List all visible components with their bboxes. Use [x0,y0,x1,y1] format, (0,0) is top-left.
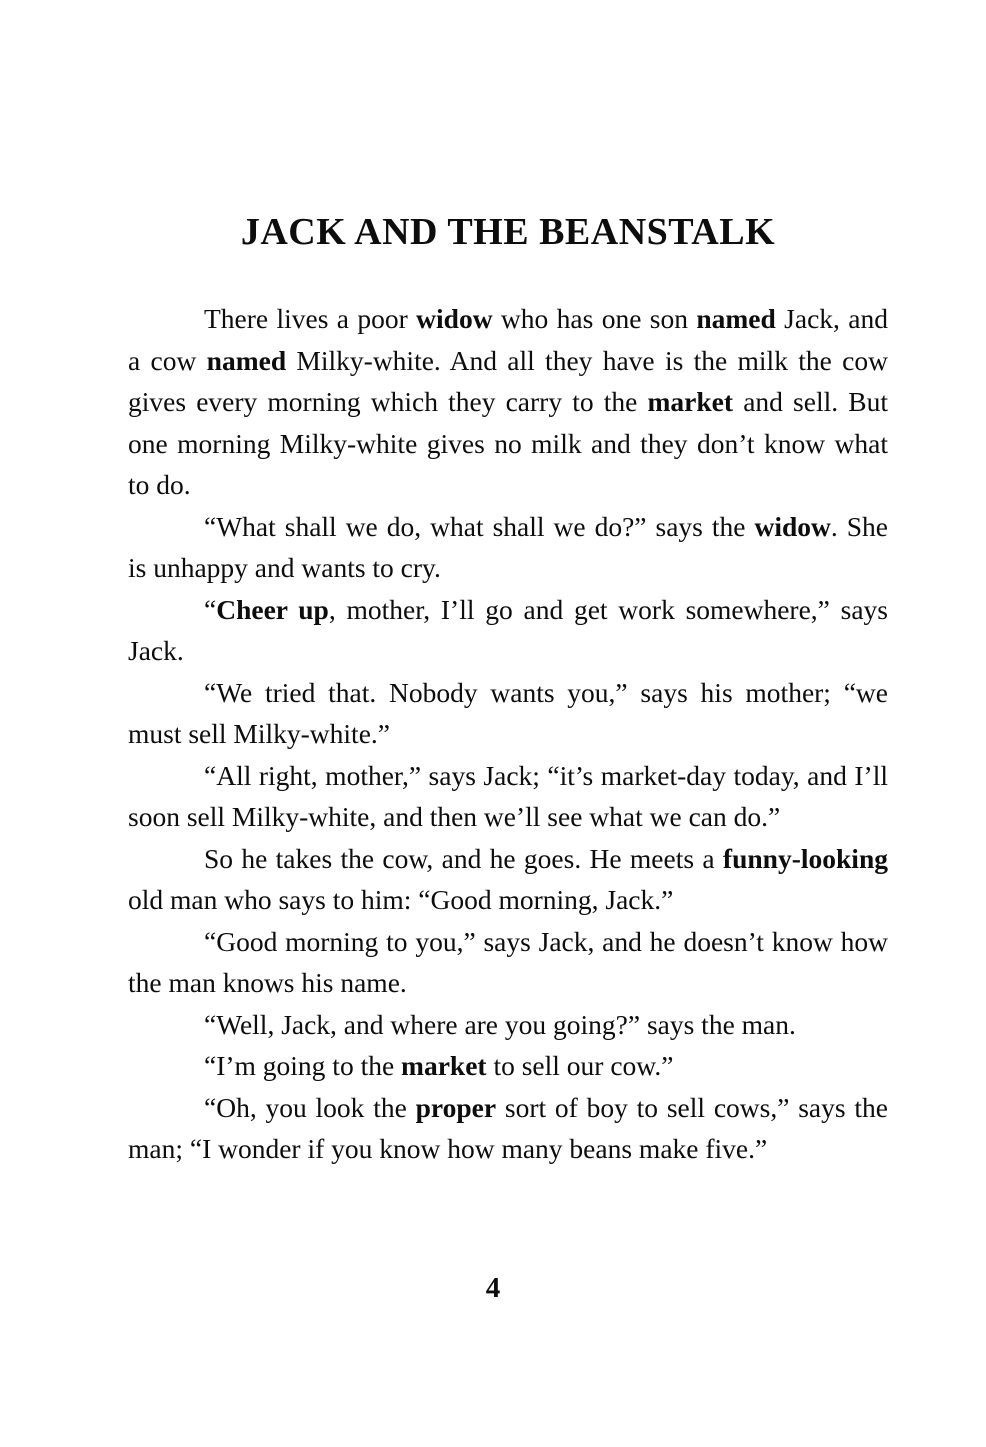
text-run: “Well, Jack, and where are you going?” says the man. [204,1008,796,1040]
text-run: who has one son [492,303,697,334]
paragraph [128,506,888,589]
paragraph [128,589,888,672]
paragraph [128,755,888,838]
text-run: So he takes the cow, and he goes. He meets a [204,842,723,874]
emphasized-text: Cheer up [216,593,329,625]
emphasized-text: widow [754,510,831,542]
text-run: “We tried that. Nobody wants you,” says his mother; “we must sell Milky-white.” [128,676,888,749]
emphasized-text: named [696,303,776,334]
page-content [128,210,888,1170]
text-run: “Good morning to you,” says Jack, and he doesn’t know how the man knows his name. [128,925,888,998]
emphasized-text: proper [415,1091,497,1123]
emphasized-text: named [206,344,287,376]
paragraph [128,1045,888,1087]
text-run: Jack, and a cow [128,303,888,376]
text-run: sort of boy to sell cows,” says the man; “I wonder if you know how many beans make five.” [128,1091,888,1164]
text-run: to sell our cow.” [486,1050,674,1081]
text-run: “I’m going to the [204,1050,402,1081]
emphasized-text: market [401,1050,487,1081]
paragraph [128,838,888,921]
story-body [128,298,888,1170]
paragraph [128,672,888,755]
text-run: . She is unhappy and wants to cry. [128,510,888,583]
emphasized-text: market [647,386,734,417]
text-run: “Oh, you look the [204,1091,416,1123]
emphasized-text: widow [416,303,493,334]
text-run: , mother, I’ll go and get work somewhere,” says Jack. [128,593,888,666]
text-run: old man who says to him: “Good morning, Jack.” [128,884,674,915]
paragraph [128,298,888,506]
text-run: There lives a poor [204,303,417,334]
text-run: “All right, mother,” says Jack; “it’s market-day today, and I’ll soon sell Milky-white, and then we’ll see what we can do.” [128,759,888,832]
paragraph [128,1087,888,1170]
text-run: and sell. But one morning Milky-white gives no milk and they don’t know what to do. [128,386,888,500]
page-title: JACK AND THE BEANSTALK [240,211,776,253]
text-run: “ [204,593,217,625]
emphasized-text: funny-looking [722,842,888,874]
page-number: 4 [485,1272,501,1304]
text-run: “What shall we do, what shall we do?” says the [204,510,755,542]
text-run: Milky-white. And all they have is the milk the cow gives every morning which they carry to the [128,344,888,417]
paragraph [128,1004,888,1046]
paragraph [128,921,888,1004]
